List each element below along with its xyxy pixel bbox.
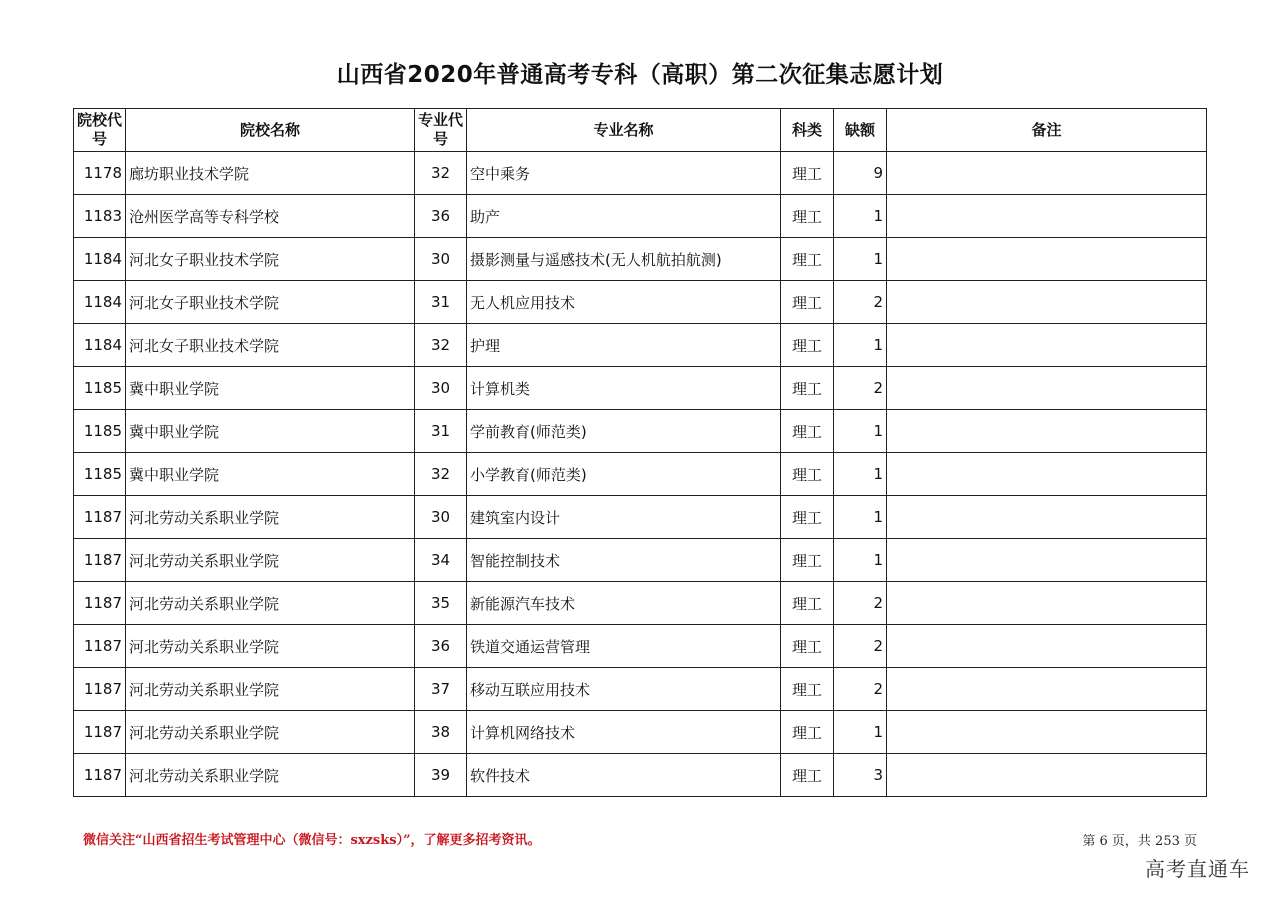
cell-quota: 1 [834,238,887,281]
cell-school-name: 河北劳动关系职业学院 [126,539,415,582]
cell-major-name: 小学教育(师范类) [467,453,781,496]
cell-major-name: 软件技术 [467,754,781,797]
cell-school-code: 1187 [74,711,126,754]
cell-note [887,410,1207,453]
header-school-name: 院校名称 [126,109,415,152]
cell-category: 理工 [781,367,834,410]
cell-school-name: 河北劳动关系职业学院 [126,754,415,797]
table-row [74,453,1207,496]
cell-major-code: 38 [415,711,467,754]
cell-quota: 2 [834,281,887,324]
watermark-text: 高考直通车 [1145,857,1250,881]
page-number: 第 6 页，共 253 页 [1082,834,1197,849]
cell-note [887,582,1207,625]
cell-school-name: 冀中职业学院 [126,367,415,410]
cell-school-code: 1178 [74,152,126,195]
cell-note [887,539,1207,582]
table-row [74,238,1207,281]
header-major-name: 专业名称 [467,109,781,152]
cell-category: 理工 [781,496,834,539]
cell-major-name: 铁道交通运营管理 [467,625,781,668]
cell-major-name: 计算机类 [467,367,781,410]
cell-school-code: 1187 [74,625,126,668]
cell-major-name: 移动互联应用技术 [467,668,781,711]
cell-quota: 3 [834,754,887,797]
cell-quota: 2 [834,625,887,668]
cell-quota: 1 [834,195,887,238]
table-row [74,281,1207,324]
table-row [74,367,1207,410]
cell-school-code: 1184 [74,238,126,281]
cell-category: 理工 [781,152,834,195]
header-category: 科类 [781,109,834,152]
wechat-notice: 微信关注“山西省招生考试管理中心（微信号：sxzsks）”，了解更多招考资讯。 [83,833,541,848]
table-row [74,668,1207,711]
cell-category: 理工 [781,195,834,238]
cell-major-name: 助产 [467,195,781,238]
cell-school-name: 河北女子职业技术学院 [126,281,415,324]
cell-school-name: 河北劳动关系职业学院 [126,711,415,754]
cell-quota: 2 [834,668,887,711]
table-row [74,324,1207,367]
cell-note [887,281,1207,324]
cell-note [887,668,1207,711]
cell-major-code: 30 [415,238,467,281]
cell-note [887,496,1207,539]
cell-category: 理工 [781,539,834,582]
cell-school-name: 冀中职业学院 [126,453,415,496]
table-row [74,582,1207,625]
cell-major-code: 36 [415,625,467,668]
cell-category: 理工 [781,453,834,496]
cell-category: 理工 [781,754,834,797]
header-school-code: 院校代号 [74,109,126,152]
cell-quota: 1 [834,539,887,582]
cell-school-name: 河北劳动关系职业学院 [126,582,415,625]
cell-major-code: 31 [415,281,467,324]
cell-quota: 1 [834,453,887,496]
table-row [74,496,1207,539]
cell-major-code: 37 [415,668,467,711]
cell-school-code: 1187 [74,582,126,625]
table-row [74,410,1207,453]
table-row [74,152,1207,195]
cell-school-code: 1187 [74,668,126,711]
cell-school-name: 廊坊职业技术学院 [126,152,415,195]
cell-school-code: 1184 [74,324,126,367]
cell-school-code: 1185 [74,453,126,496]
cell-school-code: 1185 [74,410,126,453]
cell-school-code: 1184 [74,281,126,324]
cell-category: 理工 [781,582,834,625]
cell-major-code: 39 [415,754,467,797]
table-row [74,754,1207,797]
cell-school-name: 河北女子职业技术学院 [126,238,415,281]
cell-major-name: 护理 [467,324,781,367]
cell-school-name: 河北劳动关系职业学院 [126,625,415,668]
table-row [74,625,1207,668]
header-quota: 缺额 [834,109,887,152]
cell-quota: 1 [834,496,887,539]
cell-school-code: 1185 [74,367,126,410]
table-row [74,539,1207,582]
cell-note [887,367,1207,410]
cell-major-name: 计算机网络技术 [467,711,781,754]
cell-quota: 1 [834,410,887,453]
cell-major-code: 35 [415,582,467,625]
cell-major-name: 新能源汽车技术 [467,582,781,625]
cell-note [887,195,1207,238]
cell-note [887,324,1207,367]
cell-category: 理工 [781,668,834,711]
cell-quota: 1 [834,711,887,754]
cell-school-code: 1187 [74,754,126,797]
cell-major-code: 32 [415,152,467,195]
cell-quota: 2 [834,367,887,410]
cell-note [887,711,1207,754]
cell-school-code: 1187 [74,496,126,539]
cell-school-name: 沧州医学高等专科学校 [126,195,415,238]
cell-major-name: 空中乘务 [467,152,781,195]
cell-major-name: 学前教育(师范类) [467,410,781,453]
cell-major-code: 30 [415,367,467,410]
cell-major-code: 30 [415,496,467,539]
cell-major-code: 31 [415,410,467,453]
table-row [74,195,1207,238]
enrollment-plan-table [73,108,1207,797]
cell-category: 理工 [781,324,834,367]
cell-major-name: 摄影测量与遥感技术(无人机航拍航测) [467,238,781,281]
cell-quota: 1 [834,324,887,367]
cell-note [887,152,1207,195]
cell-major-code: 32 [415,324,467,367]
cell-major-code: 34 [415,539,467,582]
cell-note [887,238,1207,281]
cell-school-name: 河北劳动关系职业学院 [126,496,415,539]
table-row [74,711,1207,754]
cell-major-name: 无人机应用技术 [467,281,781,324]
header-note: 备注 [887,109,1207,152]
cell-category: 理工 [781,711,834,754]
table-header-row [74,109,1207,152]
header-major-code: 专业代号 [415,109,467,152]
table-body [74,152,1207,797]
cell-note [887,453,1207,496]
cell-school-name: 冀中职业学院 [126,410,415,453]
cell-quota: 2 [834,582,887,625]
cell-major-code: 36 [415,195,467,238]
cell-major-name: 建筑室内设计 [467,496,781,539]
cell-category: 理工 [781,238,834,281]
cell-note [887,754,1207,797]
cell-school-name: 河北劳动关系职业学院 [126,668,415,711]
cell-major-code: 32 [415,453,467,496]
cell-category: 理工 [781,281,834,324]
cell-school-code: 1183 [74,195,126,238]
cell-major-name: 智能控制技术 [467,539,781,582]
cell-quota: 9 [834,152,887,195]
cell-category: 理工 [781,625,834,668]
cell-note [887,625,1207,668]
cell-school-name: 河北女子职业技术学院 [126,324,415,367]
cell-school-code: 1187 [74,539,126,582]
cell-category: 理工 [781,410,834,453]
page-title: 山西省2020年普通高考专科（高职）第二次征集志愿计划 [336,62,944,88]
